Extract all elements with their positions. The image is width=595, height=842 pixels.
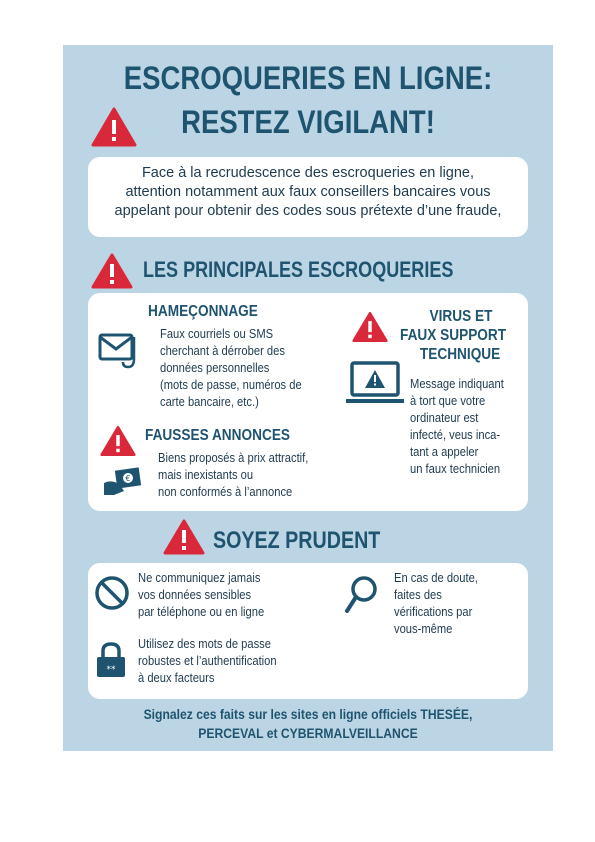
tip-line: à deux facteurs [138,670,215,685]
fake-ads-line: Biens proposés à prix attractif, [158,450,309,465]
tip-line: Ne communiquez jamais [138,570,261,585]
footer-line: Signalez ces faits sur les sites en ligne officiels THESÉE, [143,707,473,722]
prudent-card [88,563,528,699]
flyer [63,45,553,751]
tip-line: vérifications par [394,604,473,619]
warning-icon [91,253,133,289]
warning-icon [163,519,205,555]
virus-title-line: TECHNIQUE [419,346,501,363]
virus-line: infecté, veus inca- [410,427,501,442]
intro-line: attention notamment aux faux conseillers bancaires vous [125,184,491,200]
phishing-text [160,325,332,410]
warning-icon [352,311,388,343]
intro-text [83,164,533,221]
scams-card [88,293,528,511]
tip-line: faites des [394,587,442,602]
tip-verify [394,569,514,637]
virus-title-line: VIRUS ET [429,308,493,325]
virus-line: ordinateur est [410,410,479,425]
phishing-line: données personnelles [160,360,270,375]
fake-ads-text [158,449,347,500]
fake-ads-line: non conformés à l’annonce [158,484,293,499]
phishing-title: HAMEÇONNAGE [148,303,258,320]
tip-line: En cas de doute, [394,570,478,585]
virus-line: Message indiquant [410,376,504,391]
phishing-line: cherchant à dérrober des [160,343,285,358]
phishing-line: carte bancaire, etc.) [160,394,259,409]
virus-line: tant a appeler [410,444,479,459]
fake-ads-title: FAUSSES ANNONCES [145,427,291,444]
intro-line: appelant pour obtenir des codes sous prétexte d’une fraude, [114,203,502,219]
laptop-warning-icon [346,361,404,407]
tip-line: robustes et l’authentification [138,653,277,668]
svg-text:**: ** [106,665,116,675]
title-line-1: ESCROQUERIES EN LIGNE: [123,60,493,96]
footer-line: PERCEVAL et CYBERMALVEILLANCE [198,726,418,741]
phishing-line: Faux courriels ou SMS [160,326,274,341]
virus-line: un faux technicien [410,461,501,476]
prohibited-icon [94,575,130,611]
magnifier-icon [344,575,380,615]
section-heading-prudent: SOYEZ PRUDENT [213,527,381,554]
title-line-2: RESTEZ VIGILANT! [181,104,435,140]
tip-passwords [138,635,353,686]
virus-title [400,307,506,364]
envelope-hook-icon [98,331,140,371]
tip-line: vous-même [394,621,453,636]
euro-note-hand-icon [102,467,142,497]
virus-line: à tort que votre [410,393,486,408]
section-heading-scams: LES PRINCIPALES ESCROQUERIES [143,257,454,282]
padlock-icon [94,641,128,679]
warning-icon [100,425,136,457]
virus-title-line: FAUX SUPPORT [400,327,507,344]
svg-text:€: € [125,474,131,483]
intro-card [88,157,528,237]
tip-line: par téléphone ou en ligne [138,604,265,619]
fake-ads-line: mais inexistants ou [158,467,254,482]
phishing-line: (mots de passe, numéros de [160,377,302,392]
tip-line: vos données sensibles [138,587,252,602]
footer-text [88,705,529,743]
tip-no-sharing [138,569,319,620]
virus-text [410,375,522,477]
intro-line: Face à la recrudescence des escroqueries en ligne, [141,165,475,181]
tip-line: Utilisez des mots de passe [138,636,271,651]
